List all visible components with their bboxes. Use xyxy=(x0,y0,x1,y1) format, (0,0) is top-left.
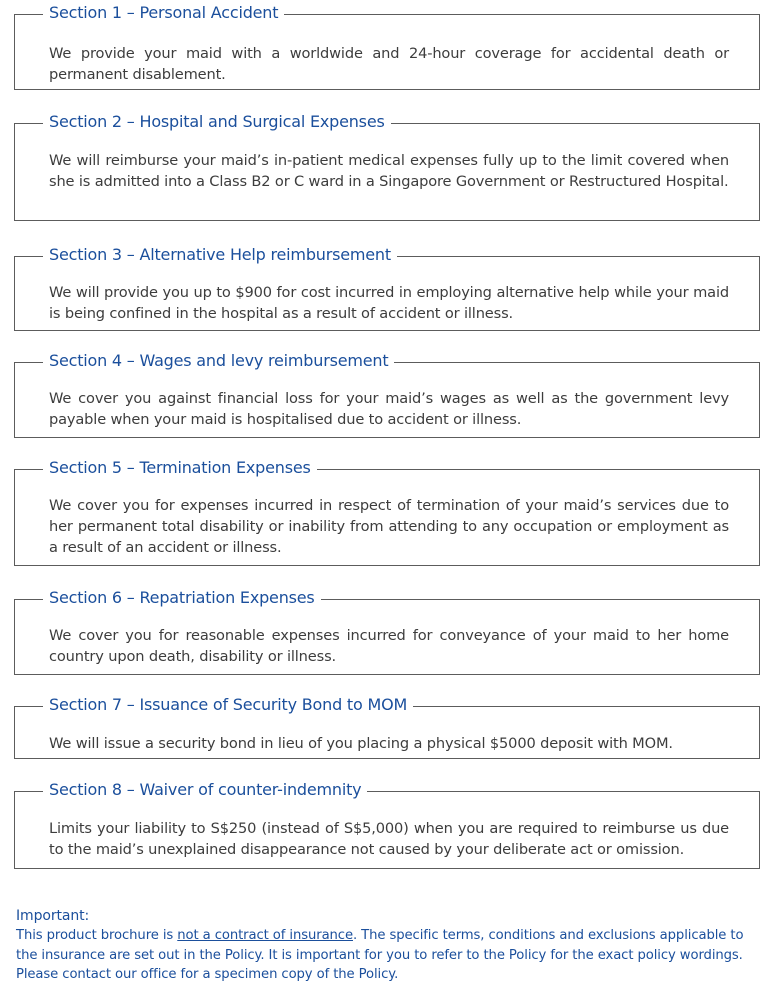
section-title: Section 7 – Issuance of Security Bond to MOM xyxy=(43,695,413,715)
not-a-contract-underline: not a contract of insurance xyxy=(177,928,353,943)
section-title: Section 8 – Waiver of counter-indemnity xyxy=(43,780,367,800)
section-body: We will issue a security bond in lieu of you placing a physical $5000 deposit with MOM. xyxy=(49,735,673,752)
section-title: Section 2 – Hospital and Surgical Expenses xyxy=(43,112,391,132)
important-text xyxy=(16,926,762,985)
section-alternative-help xyxy=(14,245,760,331)
section-waiver-counter-indemnity xyxy=(14,780,760,869)
section-personal-accident xyxy=(14,3,760,90)
section-body: We will provide you up to $900 for cost incurred in employing alternative help while your maid is being confined in the hospital as a result of accident or illness. xyxy=(49,284,729,322)
section-repatriation-expenses xyxy=(14,588,760,675)
important-text-after: . The specific terms, conditions and exclusions applicable to the insurance are set out in the Policy. It is important for you to refer to the Policy for the exact policy wordings. Please contact our office for a specimen copy of the Policy. xyxy=(16,928,744,982)
section-body: We provide your maid with a worldwide and 24-hour coverage for accidental death or permanent disablement. xyxy=(49,45,729,83)
section-body: We cover you for expenses incurred in respect of termination of your maid’s services due to her permanent total disability or inability from attending to any occupation or employment as a result of an accident or illness. xyxy=(49,497,729,556)
section-title: Section 6 – Repatriation Expenses xyxy=(43,588,321,608)
section-wages-levy xyxy=(14,351,760,438)
section-title: Section 1 – Personal Accident xyxy=(43,3,284,23)
section-body: We cover you for reasonable expenses incurred for conveyance of your maid to her home country upon death, disability or illness. xyxy=(49,627,729,665)
section-security-bond xyxy=(14,695,760,759)
section-body: Limits your liability to S$250 (instead of S$5,000) when you are required to reimburse us due to the maid’s unexplained disappearance not caused by your deliberate act or omission. xyxy=(49,820,729,858)
important-heading: Important: xyxy=(16,908,90,924)
section-hospital-surgical-expenses xyxy=(14,112,760,221)
section-title: Section 4 – Wages and levy reimbursement xyxy=(43,351,394,371)
section-title: Section 5 – Termination Expenses xyxy=(43,458,317,478)
section-termination-expenses xyxy=(14,458,760,566)
section-title: Section 3 – Alternative Help reimbursement xyxy=(43,245,397,265)
section-body: We will reimburse your maid’s in-patient medical expenses fully up to the limit covered when she is admitted into a Class B2 or C ward in a Singapore Government or Restructured Hospital. xyxy=(49,152,729,190)
important-text-before: This product brochure is xyxy=(16,928,178,943)
section-body: We cover you against financial loss for your maid’s wages as well as the government levy payable when your maid is hospitalised due to accident or illness. xyxy=(49,390,729,428)
important-notice xyxy=(16,906,762,985)
